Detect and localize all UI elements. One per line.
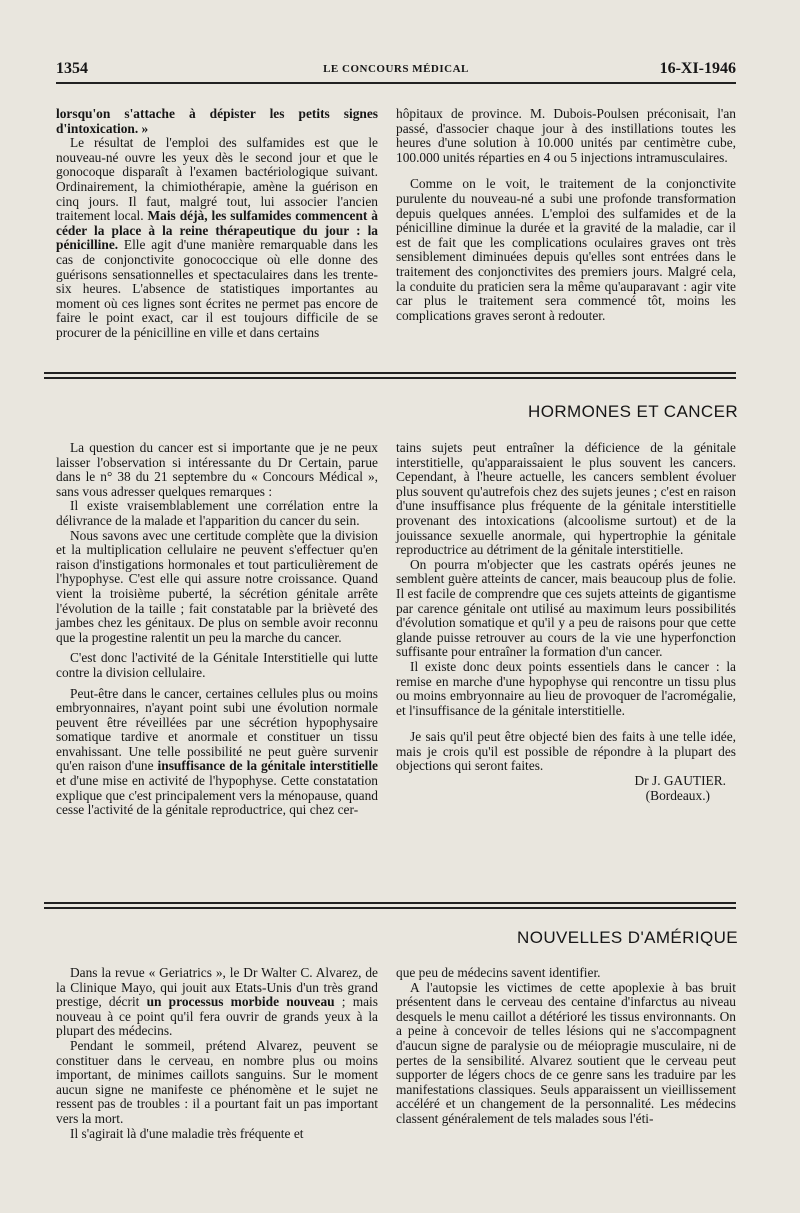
paragraph: On pourra m'objecter que les castrats opérés jeunes ne semblent guère atteints de cancer, mais beaucoup plus de folie. Il est facile de comprendre que ces sujets atteints de gigantisme par carence génitale ont utilisé au maximum leurs possibilités d'évolution somatique et qu'il y a peu de raisons pour que cette glande puisse retrouver au cours de la vie une hyperfonction suffisante pour entraîner la formation d'un cancer. [396,556,736,660]
author-location: (Bordeaux.) [645,787,710,803]
paragraph: Pendant le sommeil, prétend Alvarez, peuvent se constituer dans le cerveau, en nombre plus ou moins important, de minimes caillots sanguins. Sur le moment aucun signe ne manifeste ce phénomène et le sujet ne ressent pas de troubles : il a pourtant fait un pas important vers la mort. [56,1037,378,1126]
paragraph: hôpitaux de province. M. Dubois-Poulsen préconisait, l'an passé, d'associer chaque jour à des instillations toutes les heures d'une solution à 10.000 unités par centimètre cube, 100.000 unités réparties en 4 ou 5 injections intramusculaires. [396,106,736,165]
issue-date: 16-XI-1946 [659,60,736,77]
section-heading-amerique: NOUVELLES D'AMÉRIQUE [517,928,738,947]
paragraph: A l'autopsie les victimes de cette apoplexie à bas bruit présentent dans le cerveau des centaine d'infarctus au niveau desquels le menu caillot a détérioré les tissus environnants. On a peine à concevoir de telles lésions qui ne s'accompagnent d'aucun signe de paralysie ou de méiopragie musculaire, ni de pertes de la sensibilité. Alvarez soutient que le cerveau peut supporter de légers chocs de ce genre sans les traduire par les manifestations classiques. Seuls apparaissent un vieillissement accéléré et un changement de la personnalité. Les médecins classent généralement de tels malades sous l'éti- [396,979,736,1126]
paragraph: Il existe donc deux points essentiels dans le cancer : la remise en marche d'une hypophyse qui rencontre un tissu plus ou moins embryonnaire au lieu de provoquer de l'acromégalie, et l'insuffisance de la génitale interstitielle. [396,658,736,718]
paragraph: La question du cancer est si importante que je ne peux laisser l'observation si intéressante du Dr Certain, parue dans le n° 38 du 21 septembre du « Concours Médical », sans vous adresser quelques remarques : [56,440,378,499]
paragraph: lorsqu'on s'attache à dépister les petits signes d'intoxication. » [56,106,378,136]
paragraph: que peu de médecins savent identifier. [396,965,601,980]
paragraph: C'est donc l'activité de la Génitale Interstitielle qui lutte contre la division cellulaire. [56,650,378,680]
page-number: 1354 [56,60,88,77]
paragraph: Le résultat de l'emploi des sulfamides est que le nouveau-né ouvre les yeux dès le second jour et que le gonocoque disparaît à l'examen bactériologique suivant. Ordinairement, la chimiothérapie, amène la guérison en cinq jours. Il faut, malgré tout, lui associer l'ancien traitement local. Mais déjà, les sulfamides commencent à céder la place à la reine thérapeutique du jour : la pénicilline. Elle agit d'une manière remarquable dans les cas de conjonctivite gonococcique où elle donne des guérisons sensationnelles et spectaculaires dans les trente-six heures. L'absence de statistiques importantes au moment où ces lignes sont écrites ne permet pas encore de faire le point exact, car il est toujours difficile de se procurer de la pénicilline en ville et dans certains [56,135,378,340]
paragraph: Je sais qu'il peut être objecté bien des faits à une telle idée, mais je crois qu'il est possible de répondre à la plupart des objections qui seront faites. [396,729,736,774]
journal-title: LE CONCOURS MÉDICAL [323,63,469,75]
top-article-left-column [56,107,378,341]
author-signature: Dr J. GAUTIER. [634,773,726,789]
paragraph: tains sujets peut entraîner la déficience de la génitale interstitielle, qu'apparaissaient le plus souvent les cancers. Cependant, à l'heure actuelle, les cancers semblent évoluer plus souvent qu'autrefois chez des sujets jeunes ; c'est en raison d'une insuffisance plus fréquente de la génitale interstitielle provenant des intoxications (alcoolisme surtout) et de la jouissance sexuelle anormale, qui hypertrophie la génitale reproductrice au détriment de la génitale interstitielle. [396,440,736,558]
paragraph: Nous savons avec une certitude complète que la division et la multiplication cellulaire ne peuvent s'effectuer qu'en raison d'instigations hormonales et tout particulièrement de l'hypophyse. C'est elle qui assure notre croissance. Quand vient la troisième puberté, la sécrétion génitale arrête l'évolution de la taille ; fait constatable par la brièveté des jambes chez les génitaux. De plus on semble avoir reconnu que la progestine ralentit un peu la marche du cancer. [56,527,378,645]
section-divider [44,372,736,379]
paragraph: Il s'agirait là d'une maladie très fréquente et [70,1125,304,1141]
section-heading-hormones: HORMONES ET CANCER [528,402,738,421]
amerique-left-column [56,966,378,1141]
running-header [56,60,736,84]
top-article-right-column [396,107,736,323]
paragraph: Dans la revue « Geriatrics », le Dr Walter C. Alvarez, de la Clinique Mayo, qui jouit aux Etats-Unis d'un très grand prestige, décrit un processus morbide nouveau ; mais nouveau à ce point qu'il fera ouvrir de grands yeux à la plupart des médecins. [56,965,378,1039]
section-divider [44,902,736,909]
amerique-right-column [396,966,736,1127]
paragraph: Peut-être dans le cancer, certaines cellules plus ou moins embryonnaires, n'ayant point subi une évolution normale peuvent être réveillées par une sécrétion hypophysaire somatique tardive et anormale et constituer un tissu envahissant. Une telle possibilité ne peut guère survenir qu'en raison d'une insuffisance de la génitale interstitielle et d'une mise en activité de l'hypophyse. Cette constatation explique que c'est principalement vers la ménopause, quand cesse l'activité de la génitale reproductrice, qui chez cer- [56,685,378,818]
hormones-left-column [56,441,378,818]
hormones-right-column [396,441,736,803]
paragraph: Comme on le voit, le traitement de la conjonctivite purulente du nouveau-né a subi une profonde transformation depuis quelques années. L'emploi des sulfamides et de la pénicilline diminue la durée et la gravité de la maladie, car il est de fait que les complications oculaires graves ont très sensiblement diminuées depuis qu'elles sont entrées dans le traitement des conjonctivites des premiers jours. Malgré cela, la conduite du praticien sera la même qu'auparavant : agir vite car plus le traitement sera commencé tôt, moins les complications graves seront à redouter. [396,176,736,323]
paragraph: Il existe vraisemblablement une corrélation entre la délivrance de la malade et l'apparition du cancer du sein. [56,498,378,528]
